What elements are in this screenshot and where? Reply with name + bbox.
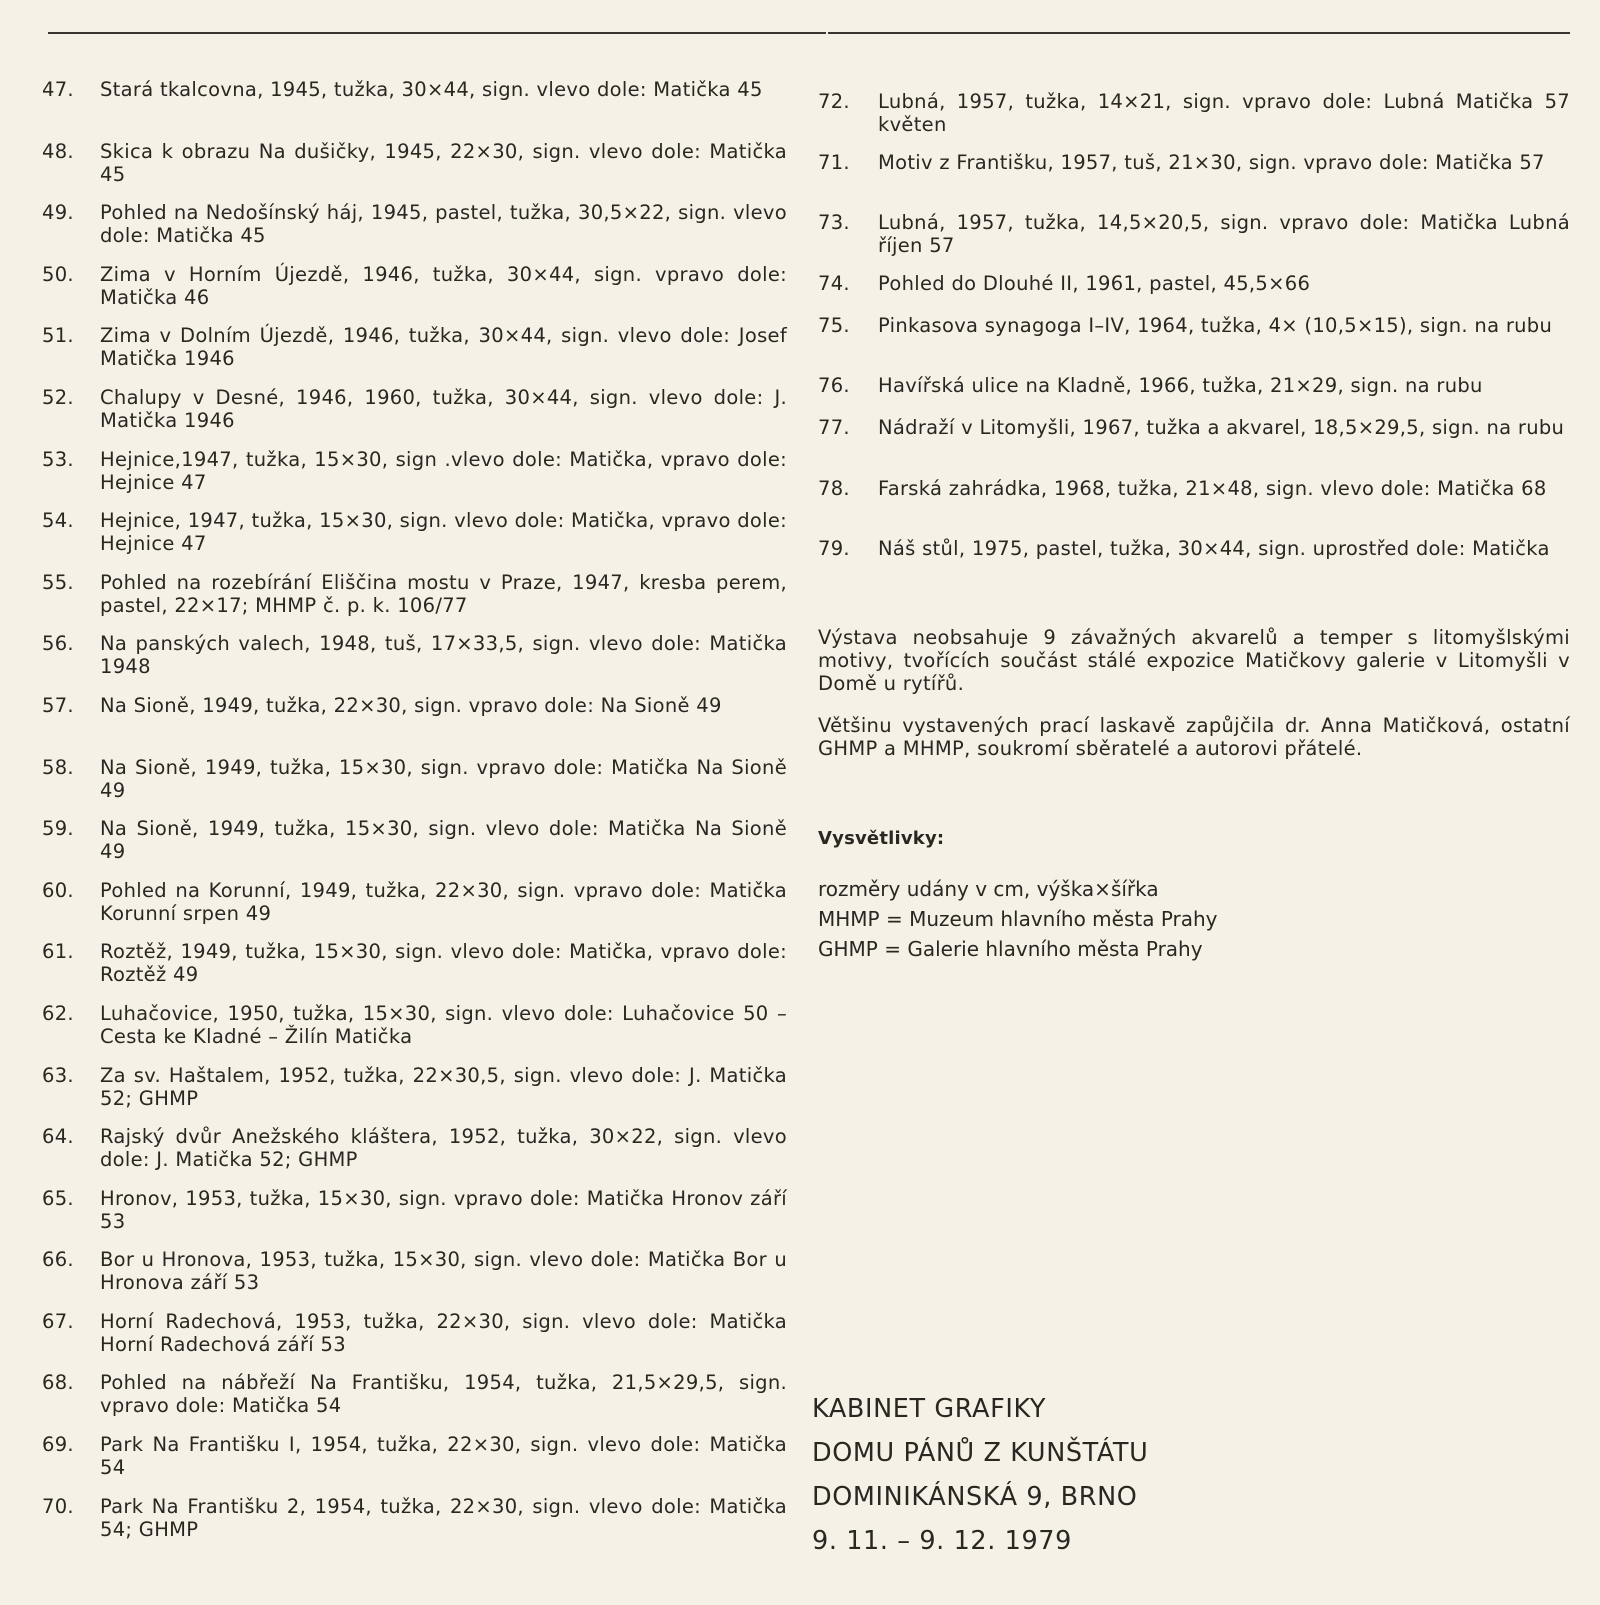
item-text: Hejnice,1947, tužka, 15×30, sign .vlevo dole: Matička, vpravo dole: Hejnice 47 bbox=[100, 447, 787, 494]
item-number: 62. bbox=[42, 1001, 74, 1025]
legend-heading: Vysvětlivky: bbox=[818, 828, 945, 849]
item-text: Horní Radechová, 1953, tužka, 22×30, sign. vlevo dole: Matička Horní Radechová září 53 bbox=[100, 1309, 787, 1356]
item-text: Roztěž, 1949, tužka, 15×30, sign. vlevo dole: Matička, vpravo dole: Roztěž 49 bbox=[100, 940, 787, 987]
item-number: 72. bbox=[818, 90, 850, 113]
catalog-item bbox=[42, 940, 787, 1002]
item-number: 67. bbox=[42, 1309, 74, 1333]
top-rule-right bbox=[828, 32, 1570, 34]
catalog-list-left bbox=[42, 78, 787, 1556]
venue-dates: 9. 11. – 9. 12. 1979 bbox=[812, 1526, 1072, 1556]
catalog-item bbox=[818, 374, 1570, 416]
item-number: 65. bbox=[42, 1186, 74, 1210]
item-number: 79. bbox=[818, 537, 850, 560]
catalog-item bbox=[42, 448, 787, 510]
item-text: Na panských valech, 1948, tuš, 17×33,5, sign. vlevo dole: Matička 1948 bbox=[100, 632, 787, 679]
exhibition-note: Výstava neobsahuje 9 závažných akvarelů a temper s litomyšlskými motivy, tvořících součást stálé expozice Matičkovy galerie v Litomyšli v Domě u rytířů. bbox=[818, 626, 1570, 695]
item-number: 56. bbox=[42, 632, 74, 656]
catalog-item bbox=[818, 416, 1570, 477]
item-number: 60. bbox=[42, 878, 74, 902]
item-number: 76. bbox=[818, 374, 850, 397]
item-number: 68. bbox=[42, 1371, 74, 1395]
item-number: 71. bbox=[818, 150, 850, 174]
catalog-item bbox=[42, 1433, 787, 1495]
venue-line: DOMINIKÁNSKÁ 9, BRNO bbox=[812, 1482, 1138, 1512]
item-text: Park Na Františku I, 1954, tužka, 22×30, sign. vlevo dole: Matička 54 bbox=[100, 1433, 787, 1480]
venue-line: KABINET GRAFIKY bbox=[812, 1394, 1047, 1424]
item-text: Hejnice, 1947, tužka, 15×30, sign. vlevo dole: Matička, vpravo dole: Hejnice 47 bbox=[100, 509, 787, 556]
item-number: 57. bbox=[42, 693, 74, 717]
item-number: 64. bbox=[42, 1125, 74, 1149]
item-number: 55. bbox=[42, 570, 74, 594]
item-number: 77. bbox=[818, 416, 850, 439]
item-number: 78. bbox=[818, 476, 850, 500]
catalog-item bbox=[42, 1125, 787, 1187]
item-text: Náš stůl, 1975, pastel, tužka, 30×44, sign. uprostřed dole: Matička bbox=[878, 537, 1550, 560]
item-text: Farská zahrádka, 1968, tužka, 21×48, sign. vlevo dole: Matička 68 bbox=[878, 476, 1547, 500]
item-number: 69. bbox=[42, 1433, 74, 1457]
catalog-item bbox=[42, 1002, 787, 1064]
item-text: Motiv z Františku, 1957, tuš, 21×30, sign. vpravo dole: Matička 57 bbox=[878, 150, 1545, 174]
item-number: 54. bbox=[42, 509, 74, 533]
item-text: Luhačovice, 1950, tužka, 15×30, sign. vlevo dole: Luhačovice 50 – Cesta ke Kladné – Žilín Matička bbox=[100, 1001, 787, 1048]
venue-block bbox=[812, 1387, 1512, 1563]
catalog-item bbox=[42, 1064, 787, 1126]
item-number: 52. bbox=[42, 385, 74, 409]
catalog-list-right bbox=[818, 90, 1570, 598]
catalog-item bbox=[818, 90, 1570, 151]
catalog-item bbox=[42, 632, 787, 694]
item-text: Pohled na nábřeží Na Františku, 1954, tužka, 21,5×29,5, sign. vpravo dole: Matička 54 bbox=[100, 1371, 787, 1418]
catalog-item bbox=[42, 1187, 787, 1249]
item-text: Na Sioně, 1949, tužka, 15×30, sign. vpravo dole: Matička Na Sioně 49 bbox=[100, 755, 787, 802]
legend-line: GHMP = Galerie hlavního města Prahy bbox=[818, 937, 1203, 961]
item-text: Skica k obrazu Na dušičky, 1945, 22×30, sign. vlevo dole: Matička 45 bbox=[100, 139, 787, 186]
catalog-item bbox=[42, 324, 787, 386]
item-text: Nádraží v Litomyšli, 1967, tužka a akvarel, 18,5×29,5, sign. na rubu bbox=[878, 416, 1565, 439]
item-text: Pinkasova synagoga I–IV, 1964, tužka, 4× (10,5×15), sign. na rubu bbox=[878, 313, 1553, 337]
catalog-item bbox=[818, 211, 1570, 272]
item-text: Lubná, 1957, tužka, 14,5×20,5, sign. vpravo dole: Matička Lubná říjen 57 bbox=[878, 211, 1570, 257]
catalog-item bbox=[42, 263, 787, 325]
item-text: Hronov, 1953, tužka, 15×30, sign. vpravo dole: Matička Hronov září 53 bbox=[100, 1186, 787, 1233]
loan-note: Většinu vystavených prací laskavě zapůjčila dr. Anna Matičková, ostatní GHMP a MHMP, soukromí sběratelé a autorovi přátelé. bbox=[818, 714, 1570, 760]
legend-line: MHMP = Muzeum hlavního města Prahy bbox=[818, 907, 1218, 931]
catalog-item bbox=[42, 1310, 787, 1372]
item-text: Pohled na Korunní, 1949, tužka, 22×30, sign. vpravo dole: Matička Korunní srpen 49 bbox=[100, 878, 787, 925]
item-text: Za sv. Haštalem, 1952, tužka, 22×30,5, sign. vlevo dole: J. Matička 52; GHMP bbox=[100, 1063, 787, 1110]
catalog-item bbox=[42, 694, 787, 756]
item-text: Rajský dvůr Anežského kláštera, 1952, tužka, 30×22, sign. vlevo dole: J. Matička 52; GHMP bbox=[100, 1125, 787, 1172]
item-text: Zima v Horním Újezdě, 1946, tužka, 30×44, sign. vpravo dole: Matička 46 bbox=[100, 262, 787, 309]
catalog-item bbox=[818, 314, 1570, 375]
item-text: Havířská ulice na Kladně, 1966, tužka, 21×29, sign. na rubu bbox=[878, 374, 1483, 397]
catalog-item bbox=[42, 756, 787, 818]
catalog-item bbox=[42, 140, 787, 202]
catalog-item bbox=[42, 817, 787, 879]
catalog-item bbox=[42, 1371, 787, 1433]
item-number: 49. bbox=[42, 201, 74, 225]
venue-line: DOMU PÁNŮ Z KUNŠTÁTU bbox=[812, 1438, 1149, 1468]
catalog-item bbox=[42, 386, 787, 448]
legend bbox=[818, 874, 1418, 964]
catalog-item bbox=[42, 1248, 787, 1310]
catalog-item bbox=[42, 78, 787, 140]
item-text: Bor u Hronova, 1953, tužka, 15×30, sign. vlevo dole: Matička Bor u Hronova září 53 bbox=[100, 1248, 787, 1295]
item-text: Park Na Františku 2, 1954, tužka, 22×30, sign. vlevo dole: Matička 54; GHMP bbox=[100, 1494, 787, 1541]
item-number: 47. bbox=[42, 78, 74, 101]
item-number: 61. bbox=[42, 940, 74, 964]
catalog-item bbox=[42, 1495, 787, 1557]
item-number: 73. bbox=[818, 211, 850, 234]
item-text: Stará tkalcovna, 1945, tužka, 30×44, sign. vlevo dole: Matička 45 bbox=[100, 78, 763, 101]
item-number: 51. bbox=[42, 324, 74, 348]
catalog-item bbox=[818, 477, 1570, 538]
catalog-item bbox=[818, 537, 1570, 598]
item-number: 74. bbox=[818, 271, 850, 295]
item-text: Pohled do Dlouhé II, 1961, pastel, 45,5×66 bbox=[878, 271, 1311, 295]
item-number: 53. bbox=[42, 447, 74, 471]
item-number: 66. bbox=[42, 1248, 74, 1272]
item-number: 50. bbox=[42, 262, 74, 286]
item-text: Chalupy v Desné, 1946, 1960, tužka, 30×44, sign. vlevo dole: J. Matička 1946 bbox=[100, 385, 787, 432]
catalog-item bbox=[42, 879, 787, 941]
catalog-item bbox=[818, 272, 1570, 314]
item-text: Pohled na Nedošínský háj, 1945, pastel, tužka, 30,5×22, sign. vlevo dole: Matička 45 bbox=[100, 201, 787, 248]
top-rule-left bbox=[48, 32, 826, 34]
catalog-item bbox=[42, 571, 787, 633]
item-number: 59. bbox=[42, 817, 74, 841]
item-text: Na Sioně, 1949, tužka, 15×30, sign. vlevo dole: Matička Na Sioně 49 bbox=[100, 817, 787, 864]
item-number: 48. bbox=[42, 139, 74, 163]
legend-line: rozměry udány v cm, výška×šířka bbox=[818, 877, 1159, 901]
item-number: 58. bbox=[42, 755, 74, 779]
item-text: Zima v Dolním Újezdě, 1946, tužka, 30×44, sign. vlevo dole: Josef Matička 1946 bbox=[100, 324, 787, 371]
item-number: 63. bbox=[42, 1063, 74, 1087]
catalog-item bbox=[818, 151, 1570, 212]
item-number: 70. bbox=[42, 1494, 74, 1518]
item-text: Na Sioně, 1949, tužka, 22×30, sign. vpravo dole: Na Sioně 49 bbox=[100, 693, 722, 717]
item-text: Lubná, 1957, tužka, 14×21, sign. vpravo dole: Lubná Matička 57 květen bbox=[878, 90, 1570, 136]
catalog-item bbox=[42, 201, 787, 263]
item-number: 75. bbox=[818, 313, 850, 337]
catalog-item bbox=[42, 509, 787, 571]
item-text: Pohled na rozebírání Eliščina mostu v Praze, 1947, kresba perem, pastel, 22×17; MHMP č. p. k. 106/77 bbox=[100, 570, 787, 617]
